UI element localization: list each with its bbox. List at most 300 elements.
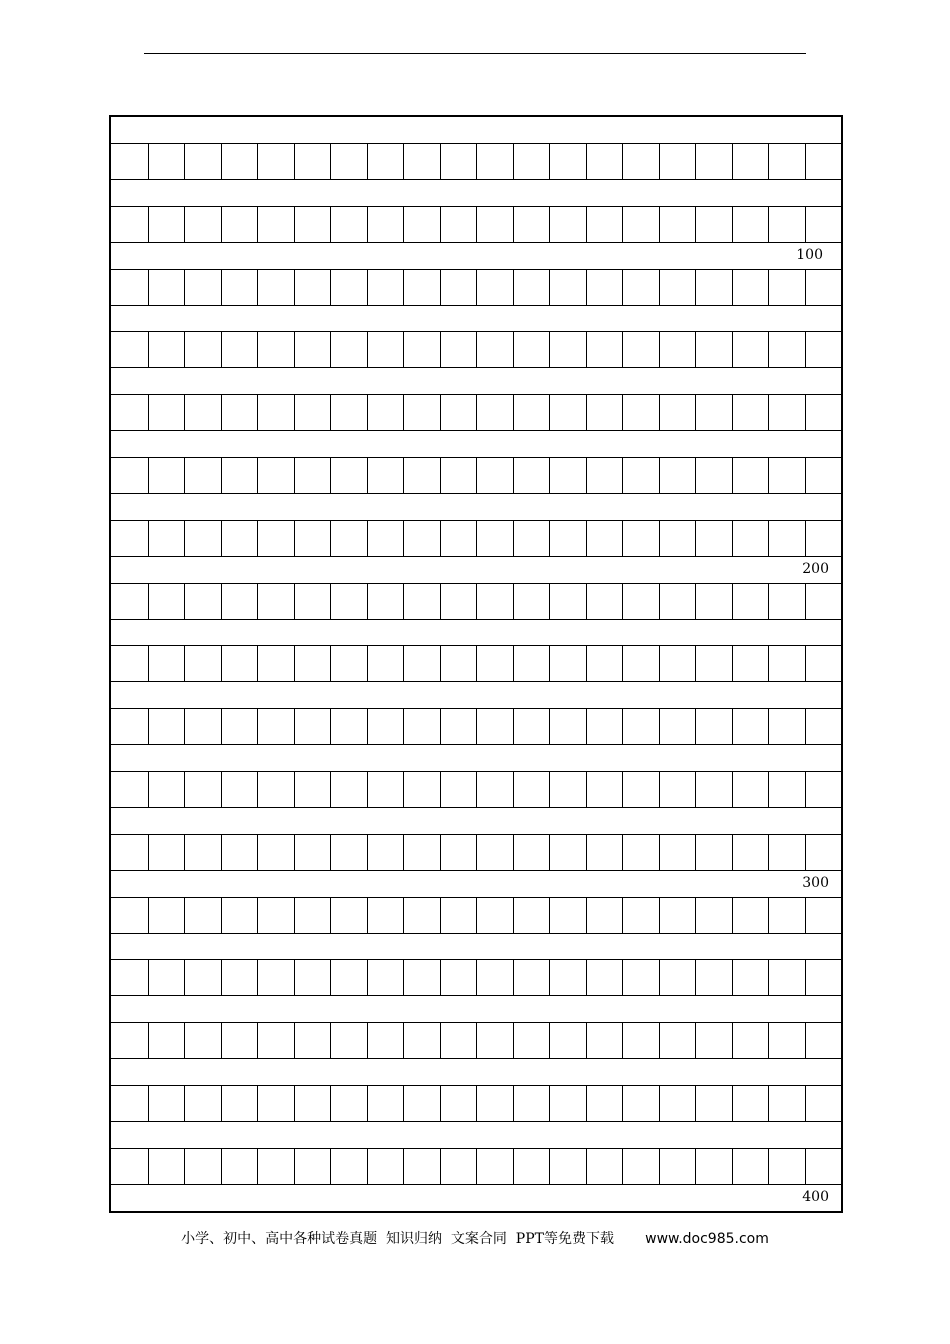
grid-cell-divider — [513, 521, 514, 556]
grid-cell-divider — [622, 458, 623, 493]
grid-cell-divider — [586, 960, 587, 995]
grid-cell-divider — [549, 584, 550, 619]
word-count-marker: 400 — [802, 1188, 829, 1205]
grid-cell-divider — [294, 144, 295, 179]
grid-cell-divider — [221, 772, 222, 807]
grid-cell-divider — [221, 1023, 222, 1058]
grid-cell-divider — [440, 395, 441, 430]
grid-cell-divider — [659, 1086, 660, 1121]
grid-cell-divider — [805, 709, 806, 744]
grid-cell-divider — [184, 772, 185, 807]
grid-cell-divider — [586, 332, 587, 367]
grid-cell-divider — [330, 458, 331, 493]
grid-cell-divider — [695, 1023, 696, 1058]
grid-cell-divider — [221, 207, 222, 242]
grid-cell-divider — [403, 144, 404, 179]
grid-cell-divider — [549, 332, 550, 367]
grid-cell-divider — [403, 1086, 404, 1121]
grid-cell-divider — [476, 521, 477, 556]
grid-cell-divider — [257, 1023, 258, 1058]
grid-cell-divider — [659, 207, 660, 242]
grid-cell-divider — [768, 521, 769, 556]
grid-cell-divider — [294, 835, 295, 870]
grid-cell-divider — [184, 270, 185, 305]
grid-cell-divider — [184, 332, 185, 367]
grid-cell-divider — [440, 207, 441, 242]
grid-cell-divider — [659, 395, 660, 430]
grid-cell-divider — [330, 521, 331, 556]
grid-cell-divider — [805, 646, 806, 681]
grid-cell-divider — [476, 835, 477, 870]
grid-cell-divider — [695, 207, 696, 242]
grid-cell-divider — [221, 144, 222, 179]
word-count-marker: 200 — [802, 560, 829, 577]
grid-cell-divider — [221, 709, 222, 744]
grid-cell-divider — [586, 835, 587, 870]
grid-cell-divider — [221, 898, 222, 933]
grid-cell-divider — [586, 898, 587, 933]
footer-text: 小学、初中、高中各种试卷真题 知识归纳 文案合同 PPT等免费下载 — [181, 1231, 614, 1247]
grid-cell-divider — [184, 521, 185, 556]
grid-cell-divider — [476, 332, 477, 367]
grid-cell-divider — [732, 332, 733, 367]
grid-cell-divider — [148, 207, 149, 242]
footer — [0, 1228, 950, 1248]
grid-cell-divider — [257, 270, 258, 305]
grid-row — [111, 708, 841, 745]
composition-grid — [109, 115, 843, 1213]
grid-cell-divider — [440, 458, 441, 493]
grid-cell-divider — [367, 646, 368, 681]
grid-row — [111, 1085, 841, 1122]
word-count-marker: 300 — [802, 874, 829, 891]
grid-cell-divider — [184, 395, 185, 430]
grid-cell-divider — [768, 584, 769, 619]
grid-cell-divider — [695, 898, 696, 933]
grid-cell-divider — [732, 458, 733, 493]
grid-cell-divider — [659, 144, 660, 179]
grid-cell-divider — [330, 646, 331, 681]
grid-cell-divider — [257, 395, 258, 430]
grid-cell-divider — [476, 458, 477, 493]
grid-cell-divider — [805, 1086, 806, 1121]
grid-cell-divider — [257, 584, 258, 619]
grid-cell-divider — [586, 584, 587, 619]
grid-cell-divider — [768, 1023, 769, 1058]
grid-cell-divider — [768, 332, 769, 367]
grid-cell-divider — [257, 960, 258, 995]
grid-cell-divider — [549, 458, 550, 493]
grid-cell-divider — [367, 835, 368, 870]
grid-cell-divider — [513, 395, 514, 430]
grid-row — [111, 457, 841, 494]
grid-cell-divider — [513, 960, 514, 995]
grid-cell-divider — [695, 332, 696, 367]
grid-cell-divider — [513, 332, 514, 367]
grid-cell-divider — [659, 584, 660, 619]
grid-cell-divider — [294, 332, 295, 367]
grid-cell-divider — [294, 898, 295, 933]
grid-cell-divider — [586, 395, 587, 430]
grid-cell-divider — [768, 395, 769, 430]
grid-cell-divider — [367, 395, 368, 430]
grid-cell-divider — [476, 709, 477, 744]
grid-cell-divider — [367, 144, 368, 179]
grid-cell-divider — [257, 207, 258, 242]
grid-cell-divider — [622, 898, 623, 933]
grid-cell-divider — [659, 521, 660, 556]
grid-cell-divider — [257, 646, 258, 681]
grid-cell-divider — [659, 772, 660, 807]
grid-cell-divider — [659, 1149, 660, 1184]
grid-cell-divider — [367, 960, 368, 995]
grid-cell-divider — [221, 960, 222, 995]
grid-cell-divider — [440, 584, 441, 619]
grid-cell-divider — [221, 646, 222, 681]
grid-cell-divider — [549, 521, 550, 556]
grid-cell-divider — [294, 1086, 295, 1121]
grid-cell-divider — [695, 646, 696, 681]
grid-cell-divider — [184, 960, 185, 995]
header-rule — [144, 53, 806, 54]
grid-row — [111, 143, 841, 180]
grid-cell-divider — [367, 521, 368, 556]
grid-cell-divider — [695, 960, 696, 995]
grid-cell-divider — [695, 835, 696, 870]
grid-cell-divider — [257, 1086, 258, 1121]
grid-cell-divider — [221, 458, 222, 493]
grid-cell-divider — [695, 395, 696, 430]
grid-cell-divider — [476, 1149, 477, 1184]
grid-cell-divider — [513, 144, 514, 179]
grid-cell-divider — [476, 1023, 477, 1058]
grid-cell-divider — [549, 646, 550, 681]
grid-cell-divider — [257, 521, 258, 556]
grid-cell-divider — [659, 270, 660, 305]
grid-cell-divider — [768, 1149, 769, 1184]
grid-cell-divider — [476, 646, 477, 681]
grid-cell-divider — [184, 144, 185, 179]
grid-cell-divider — [184, 898, 185, 933]
grid-cell-divider — [367, 584, 368, 619]
grid-cell-divider — [476, 270, 477, 305]
grid-cell-divider — [805, 332, 806, 367]
grid-cell-divider — [148, 144, 149, 179]
grid-cell-divider — [367, 207, 368, 242]
grid-cell-divider — [440, 709, 441, 744]
grid-cell-divider — [732, 270, 733, 305]
grid-cell-divider — [732, 1086, 733, 1121]
grid-cell-divider — [732, 898, 733, 933]
grid-cell-divider — [221, 584, 222, 619]
grid-cell-divider — [440, 898, 441, 933]
grid-cell-divider — [184, 1086, 185, 1121]
grid-cell-divider — [294, 709, 295, 744]
grid-cell-divider — [257, 709, 258, 744]
grid-row — [111, 834, 841, 871]
grid-cell-divider — [330, 144, 331, 179]
grid-row — [111, 897, 841, 934]
grid-cell-divider — [440, 835, 441, 870]
grid-cell-divider — [184, 207, 185, 242]
grid-cell-divider — [367, 898, 368, 933]
grid-row — [111, 771, 841, 808]
grid-cell-divider — [330, 960, 331, 995]
grid-row — [111, 959, 841, 996]
grid-cell-divider — [695, 144, 696, 179]
grid-cell-divider — [440, 1023, 441, 1058]
grid-cell-divider — [403, 898, 404, 933]
grid-cell-divider — [184, 1149, 185, 1184]
grid-cell-divider — [805, 395, 806, 430]
grid-row — [111, 1022, 841, 1059]
grid-cell-divider — [513, 709, 514, 744]
grid-cell-divider — [732, 395, 733, 430]
grid-cell-divider — [257, 835, 258, 870]
grid-cell-divider — [659, 646, 660, 681]
grid-cell-divider — [221, 835, 222, 870]
grid-cell-divider — [805, 144, 806, 179]
grid-cell-divider — [586, 772, 587, 807]
grid-cell-divider — [294, 584, 295, 619]
grid-cell-divider — [513, 646, 514, 681]
grid-cell-divider — [330, 835, 331, 870]
grid-cell-divider — [768, 960, 769, 995]
grid-cell-divider — [148, 270, 149, 305]
grid-cell-divider — [695, 772, 696, 807]
grid-cell-divider — [549, 270, 550, 305]
grid-cell-divider — [586, 709, 587, 744]
grid-cell-divider — [805, 772, 806, 807]
grid-cell-divider — [586, 1023, 587, 1058]
grid-cell-divider — [403, 332, 404, 367]
grid-cell-divider — [148, 772, 149, 807]
grid-cell-divider — [403, 207, 404, 242]
grid-cell-divider — [476, 960, 477, 995]
grid-cell-divider — [513, 1023, 514, 1058]
grid-cell-divider — [805, 521, 806, 556]
grid-cell-divider — [513, 207, 514, 242]
grid-cell-divider — [586, 207, 587, 242]
grid-cell-divider — [294, 207, 295, 242]
grid-cell-divider — [622, 835, 623, 870]
grid-cell-divider — [440, 144, 441, 179]
grid-cell-divider — [440, 646, 441, 681]
grid-cell-divider — [768, 144, 769, 179]
grid-cell-divider — [148, 395, 149, 430]
grid-cell-divider — [184, 458, 185, 493]
grid-cell-divider — [148, 458, 149, 493]
grid-cell-divider — [294, 1023, 295, 1058]
grid-cell-divider — [403, 772, 404, 807]
grid-row — [111, 394, 841, 431]
grid-cell-divider — [805, 835, 806, 870]
grid-cell-divider — [330, 898, 331, 933]
grid-cell-divider — [330, 395, 331, 430]
grid-cell-divider — [403, 395, 404, 430]
grid-cell-divider — [805, 458, 806, 493]
grid-cell-divider — [549, 207, 550, 242]
grid-cell-divider — [586, 1086, 587, 1121]
grid-cell-divider — [148, 1023, 149, 1058]
grid-cell-divider — [695, 709, 696, 744]
grid-cell-divider — [476, 1086, 477, 1121]
grid-cell-divider — [549, 772, 550, 807]
grid-cell-divider — [440, 772, 441, 807]
grid-cell-divider — [257, 458, 258, 493]
grid-cell-divider — [294, 646, 295, 681]
grid-cell-divider — [367, 270, 368, 305]
grid-cell-divider — [221, 270, 222, 305]
grid-cell-divider — [184, 709, 185, 744]
grid-cell-divider — [768, 709, 769, 744]
grid-row — [111, 269, 841, 306]
grid-cell-divider — [768, 1086, 769, 1121]
grid-cell-divider — [695, 584, 696, 619]
grid-cell-divider — [367, 709, 368, 744]
grid-cell-divider — [476, 772, 477, 807]
grid-cell-divider — [440, 270, 441, 305]
grid-cell-divider — [367, 1023, 368, 1058]
grid-cell-divider — [330, 1023, 331, 1058]
grid-cell-divider — [549, 1023, 550, 1058]
grid-cell-divider — [659, 898, 660, 933]
grid-cell-divider — [403, 960, 404, 995]
grid-cell-divider — [367, 458, 368, 493]
grid-cell-divider — [732, 207, 733, 242]
grid-cell-divider — [403, 584, 404, 619]
grid-cell-divider — [732, 709, 733, 744]
grid-cell-divider — [257, 1149, 258, 1184]
grid-cell-divider — [768, 772, 769, 807]
grid-cell-divider — [513, 898, 514, 933]
grid-cell-divider — [440, 1149, 441, 1184]
grid-cell-divider — [403, 1149, 404, 1184]
grid-cell-divider — [622, 960, 623, 995]
grid-cell-divider — [476, 584, 477, 619]
grid-cell-divider — [294, 270, 295, 305]
grid-cell-divider — [403, 458, 404, 493]
grid-cell-divider — [659, 1023, 660, 1058]
word-count-marker: 100 — [796, 246, 823, 263]
grid-cell-divider — [768, 898, 769, 933]
grid-cell-divider — [184, 584, 185, 619]
grid-cell-divider — [294, 960, 295, 995]
grid-cell-divider — [330, 332, 331, 367]
grid-cell-divider — [440, 332, 441, 367]
grid-cell-divider — [294, 395, 295, 430]
grid-cell-divider — [440, 960, 441, 995]
grid-cell-divider — [768, 207, 769, 242]
grid-row — [111, 520, 841, 557]
grid-cell-divider — [805, 898, 806, 933]
grid-cell-divider — [330, 772, 331, 807]
grid-cell-divider — [732, 646, 733, 681]
grid-cell-divider — [148, 646, 149, 681]
grid-cell-divider — [148, 1086, 149, 1121]
grid-cell-divider — [221, 1086, 222, 1121]
grid-cell-divider — [330, 709, 331, 744]
grid-cell-divider — [586, 521, 587, 556]
grid-cell-divider — [732, 521, 733, 556]
grid-cell-divider — [294, 1149, 295, 1184]
grid-cell-divider — [622, 521, 623, 556]
grid-cell-divider — [586, 270, 587, 305]
grid-cell-divider — [367, 1149, 368, 1184]
grid-cell-divider — [330, 207, 331, 242]
grid-cell-divider — [403, 270, 404, 305]
grid-cell-divider — [622, 1086, 623, 1121]
grid-cell-divider — [513, 1086, 514, 1121]
grid-cell-divider — [221, 521, 222, 556]
grid-cell-divider — [294, 521, 295, 556]
grid-cell-divider — [367, 332, 368, 367]
grid-cell-divider — [403, 646, 404, 681]
grid-cell-divider — [476, 144, 477, 179]
grid-cell-divider — [695, 1086, 696, 1121]
grid-cell-divider — [221, 1149, 222, 1184]
grid-cell-divider — [257, 772, 258, 807]
grid-row — [111, 583, 841, 620]
grid-cell-divider — [549, 1149, 550, 1184]
grid-cell-divider — [732, 960, 733, 995]
grid-cell-divider — [732, 835, 733, 870]
grid-cell-divider — [221, 395, 222, 430]
grid-cell-divider — [257, 332, 258, 367]
grid-cell-divider — [513, 584, 514, 619]
grid-cell-divider — [184, 1023, 185, 1058]
grid-cell-divider — [768, 646, 769, 681]
grid-cell-divider — [586, 458, 587, 493]
grid-cell-divider — [695, 270, 696, 305]
grid-cell-divider — [403, 835, 404, 870]
grid-cell-divider — [622, 395, 623, 430]
grid-cell-divider — [622, 332, 623, 367]
grid-cell-divider — [549, 898, 550, 933]
grid-cell-divider — [476, 898, 477, 933]
grid-cell-divider — [805, 270, 806, 305]
grid-cell-divider — [184, 646, 185, 681]
grid-cell-divider — [622, 772, 623, 807]
grid-cell-divider — [622, 1149, 623, 1184]
grid-row — [111, 331, 841, 368]
grid-cell-divider — [403, 521, 404, 556]
grid-cell-divider — [221, 332, 222, 367]
grid-row — [111, 1148, 841, 1185]
grid-cell-divider — [549, 709, 550, 744]
grid-cell-divider — [732, 1149, 733, 1184]
grid-row — [111, 645, 841, 682]
grid-cell-divider — [732, 584, 733, 619]
grid-cell-divider — [330, 1149, 331, 1184]
grid-cell-divider — [257, 898, 258, 933]
grid-cell-divider — [805, 1023, 806, 1058]
grid-cell-divider — [513, 835, 514, 870]
grid-cell-divider — [513, 270, 514, 305]
grid-cell-divider — [659, 332, 660, 367]
grid-cell-divider — [513, 772, 514, 807]
grid-cell-divider — [622, 646, 623, 681]
grid-cell-divider — [148, 1149, 149, 1184]
grid-cell-divider — [513, 458, 514, 493]
grid-cell-divider — [330, 270, 331, 305]
grid-cell-divider — [367, 772, 368, 807]
grid-cell-divider — [148, 584, 149, 619]
grid-cell-divider — [148, 332, 149, 367]
grid-cell-divider — [440, 1086, 441, 1121]
grid-cell-divider — [622, 207, 623, 242]
grid-cell-divider — [549, 835, 550, 870]
